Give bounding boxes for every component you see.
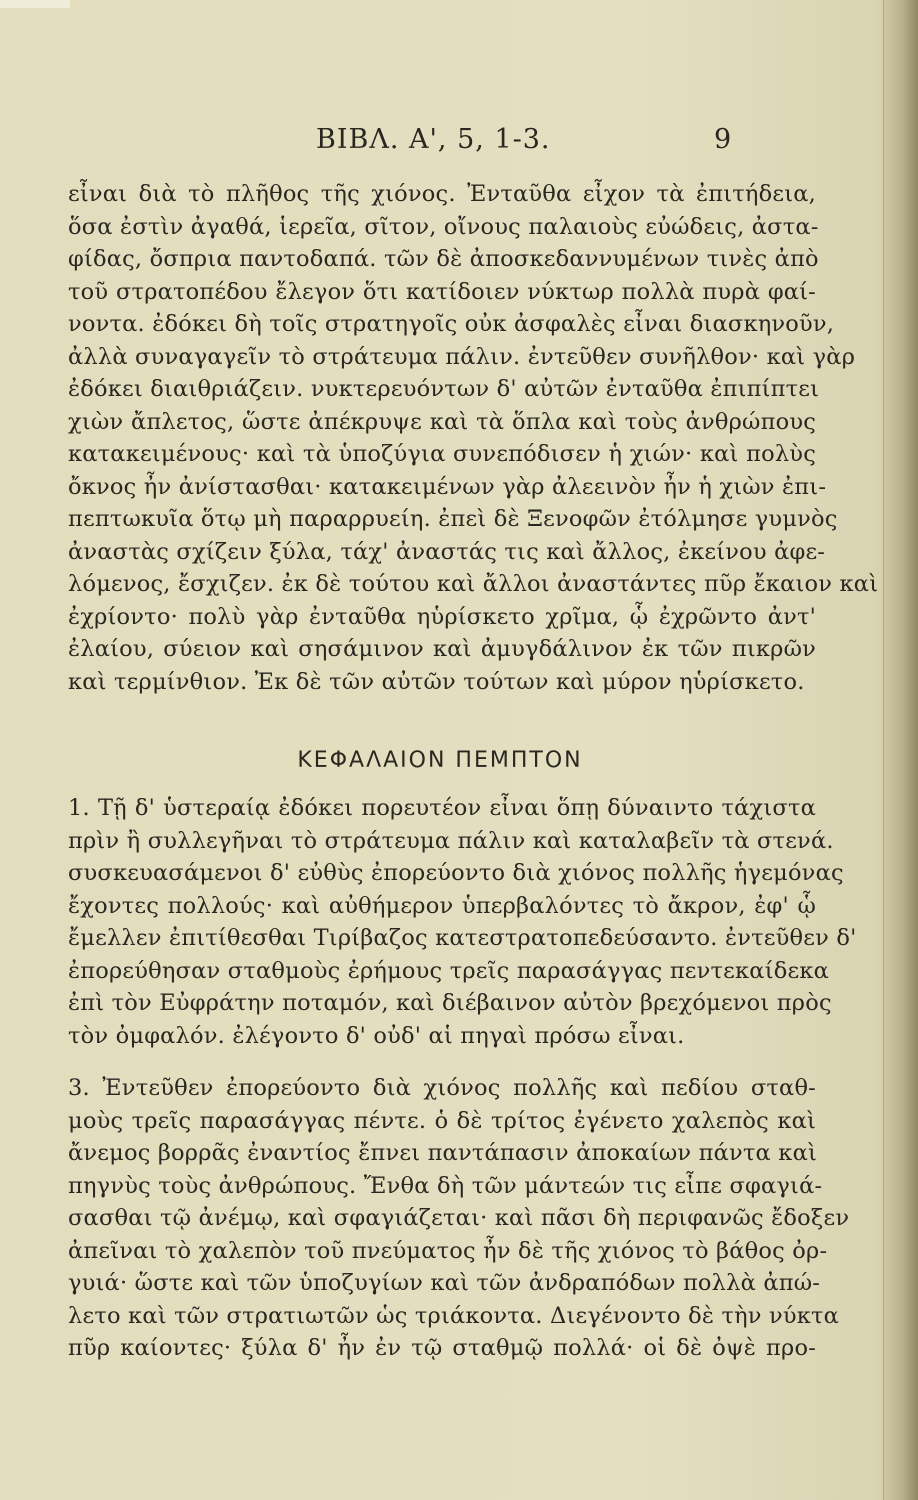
text-line: τοῦ στρατοπέδου ἔλεγον ὅτι κατίδοιεν νύκτωρ πολλὰ πυρὰ φαί-: [68, 278, 816, 305]
text-line: ἀπεῖναι τὸ χαλεπὸν τοῦ πνεύματος ἦν δὲ τῆς χιόνος τὸ βάθος ὀρ-: [68, 1237, 828, 1264]
text-line: πῦρ καίοντες· ξύλα δ' ἦν ἐν τῷ σταθμῷ πολλά· οἱ δὲ ὀψὲ προ-: [68, 1335, 816, 1361]
paragraph-2: [68, 792, 857, 1052]
text-line: ἐδόκει διαιθριάζειν. νυκτερευόντων δ' αὐτῶν ἐνταῦθα ἐπιπίπτει: [68, 376, 820, 402]
text-line: σασθαι τῷ ἀνέμῳ, καὶ σφαγιάζεται· καὶ πᾶσι δὴ περιφανῶς ἔδοξεν: [68, 1205, 850, 1231]
text-line: ἀναστὰς σχίζειν ξύλα, τάχ' ἀναστάς τις καὶ ἄλλος, ἐκείνου ἀφε-: [68, 538, 826, 565]
text-line: 3. Ἐντεῦθεν ἐπορεύοντο διὰ χιόνος πολλῆς καὶ πεδίου σταθ-: [68, 1075, 816, 1101]
text-line: ἐχρίοντο· πολὺ γὰρ ἐνταῦθα ηὑρίσκετο χρῖμα, ᾧ ἐχρῶντο ἀντ': [68, 603, 816, 630]
page-header: [0, 124, 880, 164]
paragraph-1: [68, 178, 879, 698]
text-line: γυιά· ὥστε καὶ τῶν ὑποζυγίων καὶ τῶν ἀνδραπόδων πολλὰ ἀπώ-: [68, 1270, 821, 1296]
page-edge: [883, 0, 918, 1500]
text-line: χιὼν ἄπλετος, ὥστε ἀπέκρυψε καὶ τὰ ὅπλα καὶ τοὺς ἀνθρώπους: [68, 408, 816, 435]
text-line: καὶ τερμίνθιον. Ἐκ δὲ τῶν αὐτῶν τούτων καὶ μύρον ηὑρίσκετο.: [68, 668, 805, 695]
text-line: 1. Τῇ δ' ὑστεραίᾳ ἐδόκει πορευτέον εἶναι ὅπῃ δύναιντο τάχιστα: [68, 795, 816, 821]
page-number: 9: [714, 124, 732, 155]
text-line: ἔμελλεν ἐπιτίθεσθαι Τιρίβαζος κατεστρατοπεδεύσαντο. ἐντεῦθεν δ': [68, 925, 857, 951]
text-line: ἔχοντες πολλούς· καὶ αὐθήμερον ὑπερβαλόντες τὸ ἄκρον, ἐφ' ᾧ: [68, 892, 816, 919]
text-line: συσκευασάμενοι δ' εὐθὺς ἐπορεύοντο διὰ χιόνος πολλῆς ἡγεμόνας: [68, 860, 844, 886]
running-head: ΒΙΒΛ. Α', 5, 1-3.: [316, 124, 551, 155]
text-line: λόμενος, ἔσχιζεν. ἐκ δὲ τούτου καὶ ἄλλοι ἀναστάντες πῦρ ἔκαιον καὶ: [68, 571, 879, 597]
text-line: ἐπὶ τὸν Εὐφράτην ποταμόν, καὶ διέβαινον αὐτὸν βρεχόμενοι πρὸς: [68, 990, 832, 1016]
text-line: ἀλλὰ συναγαγεῖν τὸ στράτευμα πάλιν. ἐντεῦθεν συνῆλθον· καὶ γὰρ: [68, 343, 856, 370]
chapter-title: ΚΕΦΑΛΑΙΟΝ ΠΕΜΠΤΟΝ: [297, 748, 583, 773]
text-line: ὅσα ἐστὶν ἀγαθά, ἱερεῖα, σῖτον, οἴνους παλαιοὺς εὐώδεις, ἀστα-: [68, 213, 819, 240]
text-line: πρὶν ἢ συλλεγῆναι τὸ στράτευμα πάλιν καὶ καταλαβεῖν τὰ στενά.: [68, 827, 834, 854]
text-line: λετο καὶ τῶν στρατιωτῶν ὡς τριάκοντα. Διεγένοντο δὲ τὴν νύκτα: [68, 1302, 840, 1329]
text-line: πεπτωκυῖα ὅτῳ μὴ παραρρυείη. ἐπεὶ δὲ Ξενοφῶν ἐτόλμησε γυμνὸς: [68, 506, 838, 532]
paper-corner-highlight: [0, 0, 70, 8]
text-line: φίδας, ὄσπρια παντοδαπά. τῶν δὲ ἀποσκεδαννυμένων τινὲς ἀπὸ: [68, 246, 819, 272]
text-line: ἐπορεύθησαν σταθμοὺς ἐρήμους τρεῖς παρασάγγας πεντεκαίδεκα: [68, 957, 829, 984]
text-line: πηγνὺς τοὺς ἀνθρώπους. Ἔνθα δὴ τῶν μάντεών τις εἶπε σφαγιά-: [68, 1172, 823, 1199]
text-line: τὸν ὀμφαλόν. ἐλέγοντο δ' οὐδ' αἱ πηγαὶ πρόσω εἶναι.: [68, 1022, 685, 1049]
text-line: κατακειμένους· καὶ τὰ ὑποζύγια συνεπόδισεν ἡ χιών· καὶ πολὺς: [68, 441, 816, 467]
text-line: ὄκνος ἦν ἀνίστασθαι· κατακειμένων γὰρ ἀλεεινὸν ἦν ἡ χιὼν ἐπι-: [68, 473, 827, 500]
text-line: ἐλαίου, σύειον καὶ σησάμινον καὶ ἀμυγδάλινον ἐκ τῶν πικρῶν: [68, 636, 816, 662]
text-line: ἄνεμος βορρᾶς ἐναντίος ἔπνει παντάπασιν ἀποκαίων πάντα καὶ: [68, 1140, 817, 1166]
text-line: νοντα. ἐδόκει δὴ τοῖς στρατηγοῖς οὐκ ἀσφαλὲς εἶναι διασκηνοῦν,: [68, 311, 835, 337]
paragraph-3: [68, 1072, 850, 1365]
text-line: μοὺς τρεῖς παρασάγγας πέντε. ὁ δὲ τρίτος ἐγένετο χαλεπὸς καὶ: [68, 1107, 816, 1134]
text-line: εἶναι διὰ τὸ πλῆθος τῆς χιόνος. Ἐνταῦθα εἶχον τὰ ἐπιτήδεια,: [68, 181, 816, 207]
